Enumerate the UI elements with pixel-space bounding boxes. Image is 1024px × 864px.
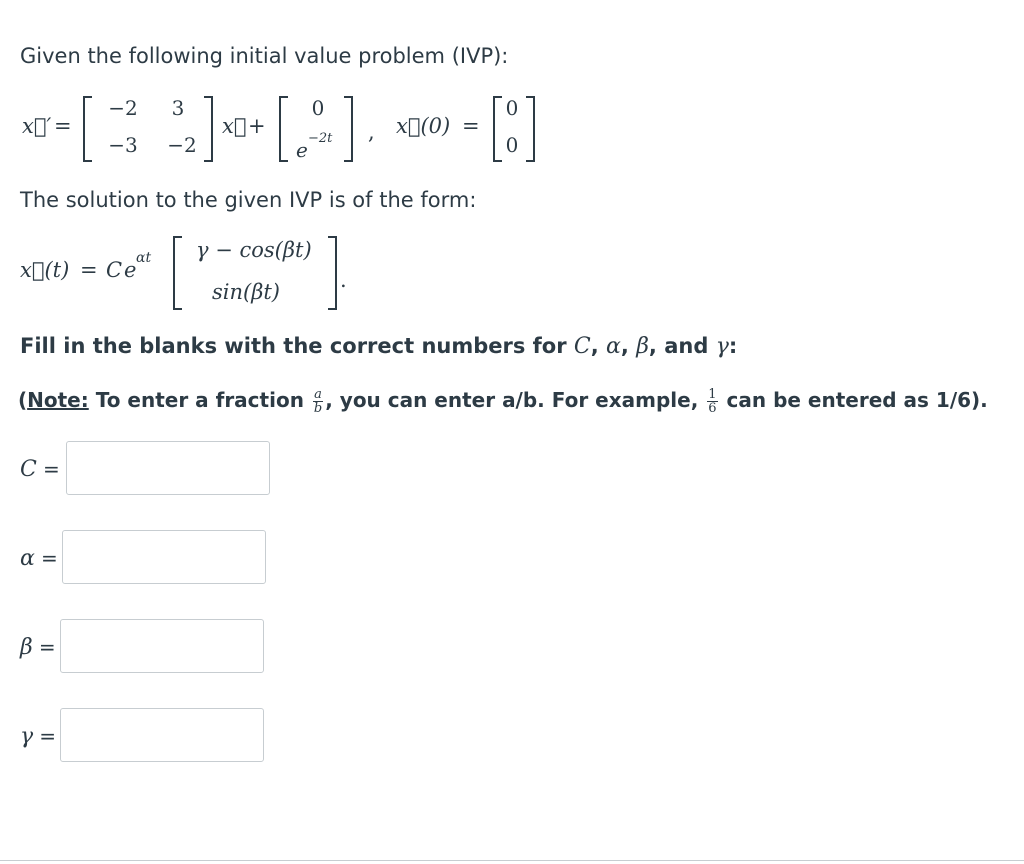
answer-gamma-input[interactable] (60, 708, 264, 762)
answer-alpha-equals: = (40, 546, 58, 570)
matrix-a-22: −2 (167, 133, 197, 157)
x-vector: x⃗ (222, 114, 247, 138)
solution-period: . (340, 268, 347, 292)
answer-c-equals: = (42, 457, 60, 481)
answer-alpha-input[interactable] (62, 530, 266, 584)
comma: , (368, 120, 375, 144)
solution-row-2: sin(βt) (212, 280, 280, 304)
answer-gamma-symbol: γ (20, 724, 34, 749)
initial-condition-lhs: x⃗(0) (396, 114, 451, 138)
instruction-suffix: : (728, 334, 738, 358)
answer-c-label (20, 456, 60, 482)
symbol-alpha: α (606, 334, 621, 359)
answer-c-symbol: C (20, 457, 37, 482)
answer-gamma-equals: = (39, 724, 57, 748)
matrix-a-21: −3 (108, 133, 138, 157)
x-prime-lhs: x⃗′ (22, 114, 52, 138)
ic-bottom: 0 (505, 133, 519, 157)
ic-top: 0 (505, 96, 519, 120)
forcing-bottom-exponent: −2t (308, 131, 333, 146)
matrix-right-bracket (202, 96, 214, 162)
solution-right-bracket (326, 236, 338, 310)
symbol-c: C (573, 334, 591, 359)
symbol-gamma: γ (715, 334, 729, 359)
note-text-3: can be entered as 1/6). (719, 388, 988, 412)
answer-beta-label (20, 634, 56, 660)
problem-intro: Given the following initial value problem (IVP): (20, 44, 509, 68)
solution-exp-power: αt (136, 250, 152, 266)
note-text (18, 388, 988, 415)
answer-beta-input[interactable] (60, 619, 264, 673)
answer-beta-equals: = (38, 635, 56, 659)
instruction-sep-1: , (590, 334, 607, 358)
instruction-and: , and (648, 334, 716, 358)
answer-gamma-label (20, 723, 56, 749)
solution-equals: = (80, 258, 98, 282)
note-open-paren: ( (18, 388, 28, 412)
fraction-a-numerator: a (314, 387, 322, 402)
fraction-a-over-b (313, 388, 323, 415)
forcing-right-bracket (342, 96, 354, 162)
ic-right-bracket (524, 96, 536, 162)
solution-left-bracket (172, 236, 184, 310)
plus-sign: + (248, 114, 266, 138)
fraction-a-denominator: b (313, 401, 323, 416)
forcing-bottom-base: e (296, 138, 308, 162)
symbol-beta: β (636, 334, 649, 359)
forcing-top: 0 (311, 96, 325, 120)
instruction-sep-2: , (620, 334, 637, 358)
answer-beta-symbol: β (20, 635, 33, 660)
matrix-a-11: −2 (108, 96, 138, 120)
matrix-a-12: 3 (171, 96, 185, 120)
solution-lhs: x⃗(t) (20, 258, 70, 282)
solution-row-1: γ − cos(βt) (196, 238, 312, 262)
answer-c-input[interactable] (66, 441, 270, 495)
answer-alpha-label (20, 545, 58, 571)
fraction-6-denominator: 6 (708, 401, 717, 416)
solution-coef: C (106, 258, 123, 282)
equals-sign: = (54, 114, 72, 138)
note-text-1: To enter a fraction (88, 388, 311, 412)
fraction-1-over-6 (707, 388, 717, 415)
bottom-divider (0, 860, 1024, 861)
note-label: Note: (27, 388, 89, 412)
solution-intro: The solution to the given IVP is of the form: (20, 188, 477, 212)
fraction-1-numerator: 1 (708, 387, 717, 402)
equals-sign-2: = (462, 114, 480, 138)
instruction-text (20, 334, 737, 359)
forcing-left-bracket (278, 96, 290, 162)
answer-alpha-symbol: α (20, 546, 35, 571)
note-text-2: , you can enter a/b. For example, (325, 388, 706, 412)
solution-exp-base: e (124, 258, 137, 282)
matrix-left-bracket (82, 96, 94, 162)
instruction-prefix: Fill in the blanks with the correct numbers for (20, 334, 574, 358)
